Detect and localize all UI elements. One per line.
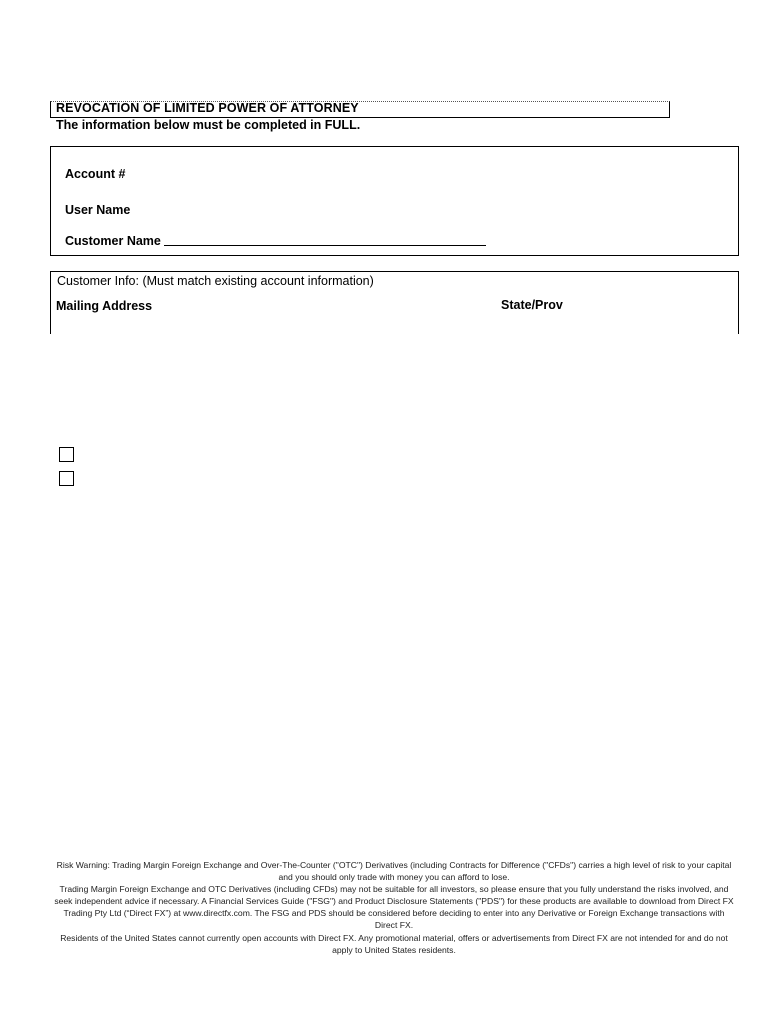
risk-warning-line-1: Risk Warning: Trading Margin Foreign Exchange and Over-The-Counter ("OTC") Derivatives (including Contracts for Difference ("CFDs") carries a high level of risk to your capital and you should only trade with money you can afford to lose.: [56, 860, 732, 883]
risk-warning-line-2: Trading Margin Foreign Exchange and OTC Derivatives (including CFDs) may not be suitable for all investors, so please ensure that you fully understand the risks involved, and seek independent advice if necessary. A Financial Services Guide ("FSG") and Product Disclosure Statements ("PDS") for these products are available to download from Direct FX Trading Pty Ltd (“Direct FX”) at www.directfx.com. The FSG and PDS should be considered before deciding to enter into any Derivative or Foreign Exchange transactions with Direct FX.: [54, 884, 734, 931]
account-number-label: Account #: [65, 167, 126, 181]
mailing-address-label: Mailing Address: [56, 299, 153, 313]
risk-warning-line-3: Residents of the United States cannot currently open accounts with Direct FX. Any promotional material, offers or advertisements from Direct FX are not intended for and do not apply to United States residents.: [60, 932, 728, 955]
user-name-label: User Name: [65, 203, 131, 217]
risk-warning-footer: [52, 859, 736, 956]
form-title: REVOCATION OF LIMITED POWER OF ATTORNEY: [56, 101, 359, 115]
checkbox-2[interactable]: [59, 471, 74, 486]
customer-name-field[interactable]: [164, 245, 486, 246]
checkbox-1[interactable]: [59, 447, 74, 462]
customer-info-heading: Customer Info: (Must match existing account information): [57, 274, 374, 288]
customer-name-label: Customer Name: [65, 234, 161, 248]
form-subtitle: The information below must be completed in FULL.: [56, 118, 361, 132]
state-prov-label: State/Prov: [501, 298, 563, 312]
